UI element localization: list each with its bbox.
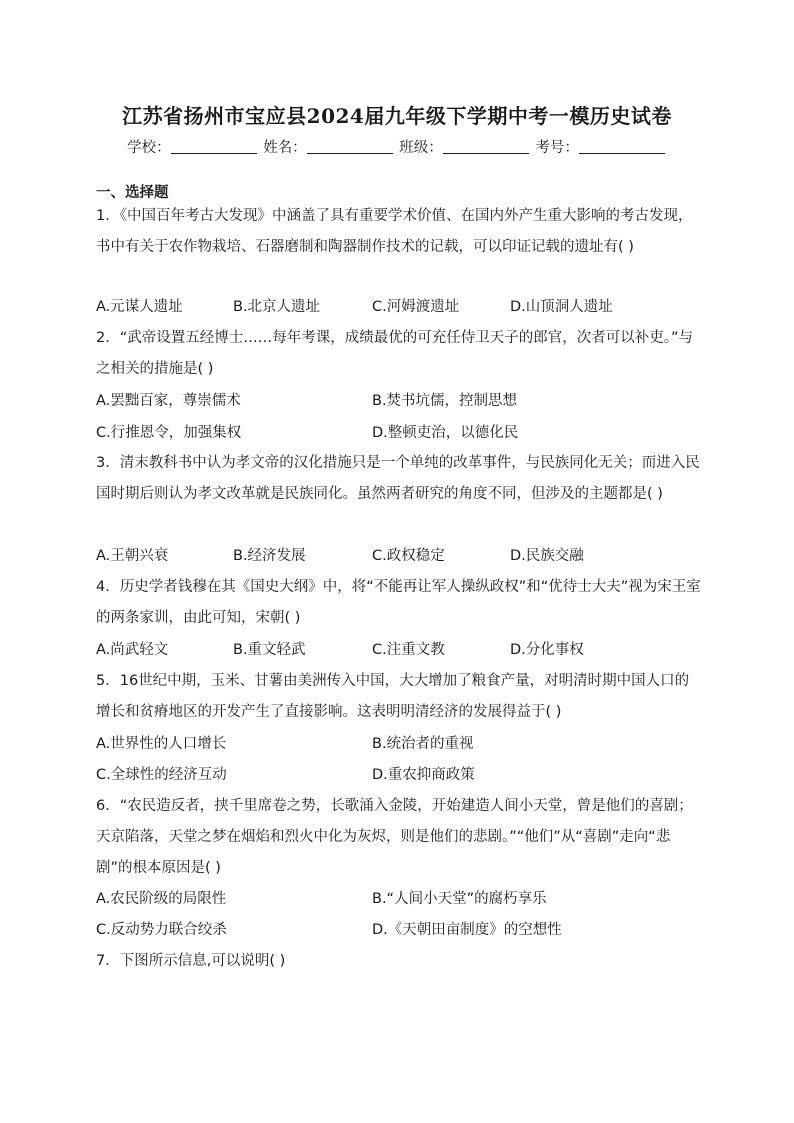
school-blank [171,139,257,154]
page-title: 江苏省扬州市宝应县2024届九年级下学期中考一模历史试卷 [122,104,672,128]
question-2-option-b[interactable]: B.焚书坑儒，控制思想 [372,393,518,409]
question-3-option-b[interactable]: B.经济发展 [233,548,306,564]
question-1-options [96,292,702,323]
class-label: 班级： [399,140,443,156]
question-2-stem: 2．“武帝设置五经博士……每年考课，成绩最优的可充任侍卫天子的郎官，次者可以补吏。”与之相关的措施是( ) [96,330,693,377]
question-2-option-a[interactable]: A.罢黜百家，尊崇儒术 [96,393,241,409]
number-blank [579,139,665,154]
question-6-option-b[interactable]: B.“人间小天堂”的腐朽享乐 [372,891,547,907]
section-heading: 一、选择题 [96,185,169,201]
question-2-options-row-1 [96,386,702,417]
question-4-option-d[interactable]: D.分化事权 [510,642,584,658]
question-1-option-d[interactable]: D.山顶洞人遗址 [510,299,613,315]
question-4-option-a[interactable]: A.尚武轻文 [96,642,169,658]
question-4-option-c[interactable]: C.注重文教 [372,642,445,658]
question-2-options-row-2 [96,418,702,449]
question-4-stem: 4．历史学者钱穆在其《国史大纲》中，将“不能再让军人操纵政权”和“优待士大夫”视为宋王室的两条家训，由此可知，宋朝( ) [96,579,701,626]
name-label: 姓名： [263,140,307,156]
question-7-stem: 7．下图所示信息,可以说明( ) [96,953,286,969]
question-6-options-row-1 [96,884,702,915]
question-3-option-a[interactable]: A.王朝兴衰 [96,548,169,564]
question-5-options-row-1 [96,729,702,760]
question-3-options [96,541,702,572]
question-5-option-c[interactable]: C.全球性的经济互动 [96,767,227,783]
question-2-option-c[interactable]: C.行推恩令，加强集权 [96,425,242,441]
question-6-options-row-2 [96,915,702,946]
question-6-option-a[interactable]: A.农民阶级的局限性 [96,891,227,907]
question-4-option-b[interactable]: B.重文轻武 [233,642,306,658]
question-6-option-c[interactable]: C.反动势力联合绞杀 [96,922,227,938]
question-5-option-b[interactable]: B.统治者的重视 [372,736,474,752]
question-4-options [96,635,702,666]
question-3-option-d[interactable]: D.民族交融 [510,548,584,564]
class-blank [443,139,529,154]
number-label: 考号： [535,140,579,156]
question-3-stem: 3．清末教科书中认为孝文帝的汉化措施只是一个单纯的改革事件，与民族同化无关；而进入民国时期后则认为孝文改革就是民族同化。虽然两者研究的角度不同，但涉及的主题都是( ) [96,455,700,502]
student-info-line [0,136,794,157]
question-2-option-d[interactable]: D.整顿吏治，以德化民 [372,425,519,441]
question-1-stem: 1．《中国百年考古大发现》中涵盖了具有重要学术价值、在国内外产生重大影响的考古发现，书中有关于农作物栽培、石器磨制和陶器制作技术的记载，可以印证记载的遗址有( ) [96,208,693,255]
question-6-option-d[interactable]: D.《天朝田亩制度》的空想性 [372,922,562,938]
question-1-option-c[interactable]: C.河姆渡遗址 [372,299,460,315]
question-5-option-d[interactable]: D.重农抑商政策 [372,767,475,783]
question-1-option-a[interactable]: A.元谋人遗址 [96,299,183,315]
question-3-option-c[interactable]: C.政权稳定 [372,548,445,564]
question-5-stem: 5．16世纪中期，玉米、甘薯由美洲传入中国，大大增加了粮食产量，对明清时期中国人口的增长和贫瘠地区的开发产生了直接影响。这表明明清经济的发展得益于( ) [96,673,690,720]
question-6-stem: 6．“农民造反者，挟千里席卷之势，长歌涌入金陵，开始建造人间小天堂，曾是他们的喜剧；天京陷落，天堂之梦在烟焰和烈火中化为灰烬，则是他们的悲剧。”“他们”从“喜剧”走向“悲剧”的根本原因是( ) [96,798,693,876]
question-5-option-a[interactable]: A.世界性的人口增长 [96,736,227,752]
school-label: 学校： [127,140,171,156]
question-1-option-b[interactable]: B.北京人遗址 [233,299,321,315]
question-5-options-row-2 [96,760,702,791]
name-blank [307,139,393,154]
